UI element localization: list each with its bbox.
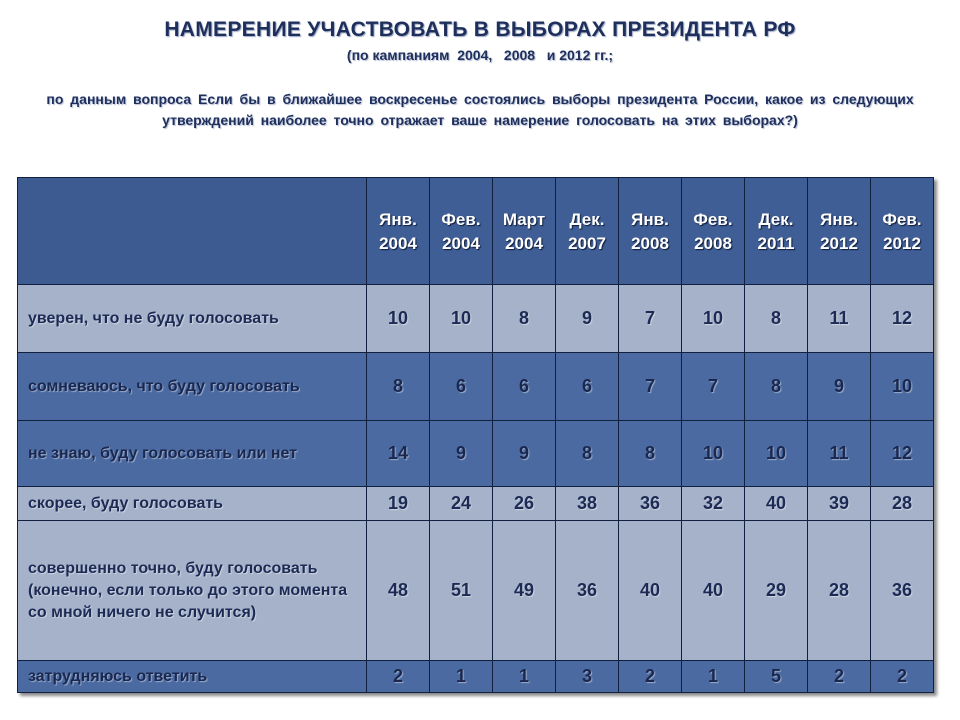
table-cell: 36	[619, 487, 682, 521]
table-cell: 8	[619, 421, 682, 487]
table-cell: 19	[367, 487, 430, 521]
column-header-year: 2004	[379, 234, 417, 253]
table-body	[18, 285, 934, 693]
table-cell: 9	[430, 421, 493, 487]
table-cell: 6	[493, 353, 556, 421]
column-header-year: 2007	[568, 234, 606, 253]
table-cell: 28	[808, 521, 871, 661]
table-cell: 39	[808, 487, 871, 521]
column-header	[367, 178, 430, 285]
table-cell: 2	[808, 661, 871, 693]
column-header-month: Янв.	[820, 210, 858, 229]
survey-question: по данным вопроса Если бы в ближайшее воскресенье состоялись выборы президента России, какое из следующих утверждений наиболее точно отражает ваше намерение голосовать на этих выборах?)	[46, 91, 914, 128]
table-cell: 1	[430, 661, 493, 693]
table-cell: 7	[619, 285, 682, 353]
table-cell: 1	[682, 661, 745, 693]
column-header-year: 2012	[883, 234, 921, 253]
table-cell: 3	[556, 661, 619, 693]
column-header	[808, 178, 871, 285]
table-cell: 32	[682, 487, 745, 521]
table-cell: 8	[367, 353, 430, 421]
table-cell: 40	[682, 521, 745, 661]
table-row	[18, 661, 934, 693]
table-header-row	[18, 178, 934, 285]
row-label: сомневаюсь, что буду голосовать	[18, 353, 367, 421]
table-cell: 9	[556, 285, 619, 353]
table-cell: 24	[430, 487, 493, 521]
table-row	[18, 487, 934, 521]
table-cell: 28	[871, 487, 934, 521]
table-cell: 9	[808, 353, 871, 421]
table-cell: 10	[430, 285, 493, 353]
column-header-year: 2004	[505, 234, 543, 253]
column-header-month: Март	[502, 210, 546, 229]
row-label: скорее, буду голосовать	[18, 487, 367, 521]
table-cell: 2	[619, 661, 682, 693]
page-title: НАМЕРЕНИЕ УЧАСТВОВАТЬ В ВЫБОРАХ ПРЕЗИДЕНТА РФ	[164, 18, 796, 41]
column-header	[619, 178, 682, 285]
table-cell: 14	[367, 421, 430, 487]
table-row	[18, 353, 934, 421]
column-header-month: Дек.	[758, 210, 794, 229]
table-cell: 8	[745, 353, 808, 421]
table-cell: 12	[871, 421, 934, 487]
table-cell: 8	[556, 421, 619, 487]
column-header-year: 2008	[694, 234, 732, 253]
table-cell: 26	[493, 487, 556, 521]
table-cell: 40	[745, 487, 808, 521]
table-cell: 36	[871, 521, 934, 661]
row-label: совершенно точно, буду голосовать (конечно, если только до этого момента со мной ничего не случится)	[18, 521, 367, 661]
table-cell: 2	[367, 661, 430, 693]
table-cell: 48	[367, 521, 430, 661]
page-subtitle: (по кампаниям 2004, 2008 и 2012 гг.;	[346, 47, 614, 63]
table-cell: 49	[493, 521, 556, 661]
table-cell: 6	[430, 353, 493, 421]
table-cell: 2	[871, 661, 934, 693]
table-cell: 11	[808, 421, 871, 487]
table-cell: 8	[493, 285, 556, 353]
column-header	[556, 178, 619, 285]
column-header-year: 2012	[820, 234, 858, 253]
table-cell: 9	[493, 421, 556, 487]
row-label: не знаю, буду голосовать или нет	[18, 421, 367, 487]
table-row	[18, 521, 934, 661]
column-header-month: Янв.	[631, 210, 669, 229]
table-cell: 29	[745, 521, 808, 661]
row-label: затрудняюсь ответить	[18, 661, 367, 693]
table-cell: 6	[556, 353, 619, 421]
table-cell: 7	[682, 353, 745, 421]
column-header	[745, 178, 808, 285]
column-header	[682, 178, 745, 285]
column-header-year: 2011	[757, 234, 795, 253]
table-cell: 10	[367, 285, 430, 353]
table-cell: 51	[430, 521, 493, 661]
table-cell: 10	[871, 353, 934, 421]
column-header-month: Янв.	[379, 210, 417, 229]
table-cell: 11	[808, 285, 871, 353]
table-cell: 5	[745, 661, 808, 693]
table-cell: 10	[682, 285, 745, 353]
table-cell: 10	[682, 421, 745, 487]
data-table	[17, 177, 934, 693]
table-row	[18, 285, 934, 353]
column-header-month: Дек.	[569, 210, 605, 229]
header-corner-cell	[18, 178, 367, 285]
column-header-month: Фев.	[693, 210, 733, 229]
table-cell: 12	[871, 285, 934, 353]
table-cell: 10	[745, 421, 808, 487]
column-header-year: 2008	[631, 234, 669, 253]
row-label: уверен, что не буду голосовать	[18, 285, 367, 353]
column-header	[871, 178, 934, 285]
table-cell: 40	[619, 521, 682, 661]
column-header-month: Фев.	[882, 210, 922, 229]
table-cell: 36	[556, 521, 619, 661]
table-cell: 7	[619, 353, 682, 421]
column-header	[430, 178, 493, 285]
data-table-container	[17, 177, 934, 693]
table-row	[18, 421, 934, 487]
table-cell: 8	[745, 285, 808, 353]
column-header	[493, 178, 556, 285]
table-cell: 38	[556, 487, 619, 521]
column-header-month: Фев.	[441, 210, 481, 229]
column-header-year: 2004	[442, 234, 480, 253]
table-cell: 1	[493, 661, 556, 693]
